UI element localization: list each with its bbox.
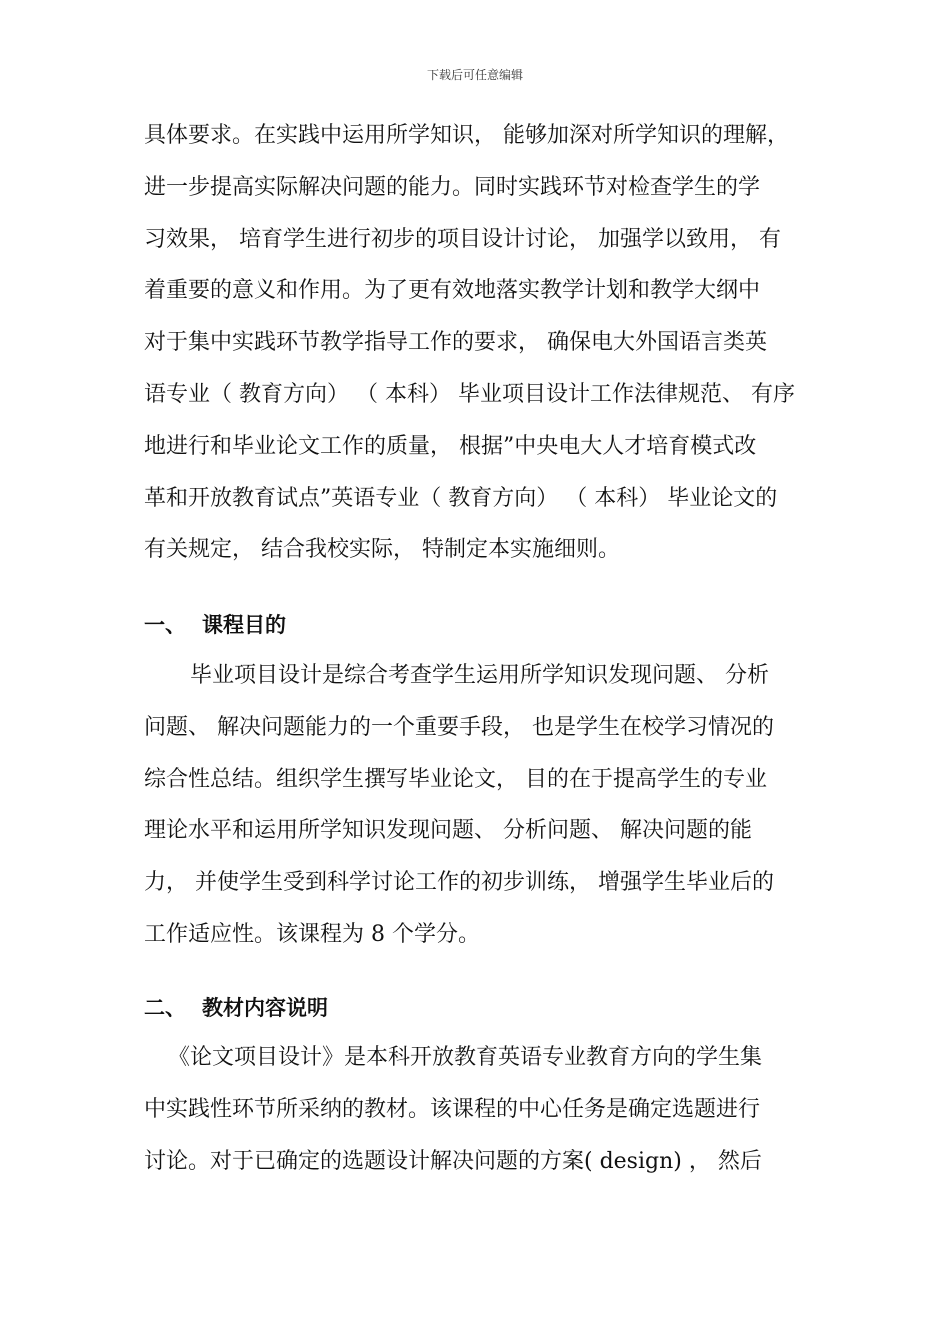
section-title: 课程目的 — [202, 613, 286, 637]
paragraph-line: 习效果， 培育学生进行初步的项目设计讨论， 加强学以致用， 有 — [144, 226, 781, 252]
paragraph-line: 进一步提高实际解决问题的能力。同时实践环节对检查学生的学 — [144, 174, 761, 200]
section2-paragraph — [144, 1032, 808, 1187]
section-number: 一、 — [144, 613, 186, 637]
paragraph-line: 具体要求。在实践中运用所学知识， 能够加深对所学知识的理解， — [144, 123, 789, 148]
paragraph-line: 工作适应性。该课程为 8 个学分。 — [144, 921, 480, 947]
paragraph-line: 理论水平和运用所学知识发现问题、 分析问题、 解决问题的能 — [144, 818, 752, 844]
paragraph-line: 对于集中实践环节教学指导工作的要求， 确保电大外国语言类英 — [144, 330, 767, 356]
paragraph-line: 有关规定， 结合我校实际， 特制定本实施细则。 — [144, 537, 620, 563]
section-heading-textbook-description — [144, 983, 808, 1035]
intro-paragraph — [144, 110, 808, 576]
paragraph-line: 语专业（ 教育方向） （ 本科） 毕业项目设计工作法律规范、 有序 — [144, 381, 795, 407]
section-title: 教材内容说明 — [202, 996, 328, 1020]
paragraph-line: 力， 并使学生受到科学讨论工作的初步训练， 增强学生毕业后的 — [144, 870, 774, 896]
section-number: 二、 — [144, 996, 186, 1020]
page-header: 下载后可任意编辑 — [426, 68, 523, 82]
paragraph-line: 综合性总结。组织学生撰写毕业论文， 目的在于提高学生的专业 — [144, 766, 767, 792]
paragraph-line: 革和开放教育试点”英语专业（ 教育方向） （ 本科） 毕业论文的 — [144, 485, 778, 511]
paragraph-line: 讨论。对于已确定的选题设计解决问题的方案( design) ， 然后 — [144, 1148, 762, 1174]
paragraph-line: 着重要的意义和作用。为了更有效地落实教学计划和教学大纲中 — [144, 278, 761, 304]
paragraph-line: 中实践性环节所采纳的教材。该课程的中心任务是确定选题进行 — [144, 1096, 761, 1122]
paragraph-line: 毕业项目设计是综合考查学生运用所学知识发现问题、 分析 — [190, 663, 769, 688]
paragraph-line: 《论文项目设计》是本科开放教育英语专业教育方向的学生集 — [168, 1045, 763, 1070]
paragraph-line: 地进行和毕业论文工作的质量， 根据”中央电大人才培育模式改 — [144, 433, 757, 459]
section-heading-course-purpose — [144, 600, 808, 652]
section1-paragraph — [144, 650, 808, 961]
paragraph-line: 问题、 解决问题能力的一个重要手段， 也是学生在校学习情况的 — [144, 714, 774, 740]
